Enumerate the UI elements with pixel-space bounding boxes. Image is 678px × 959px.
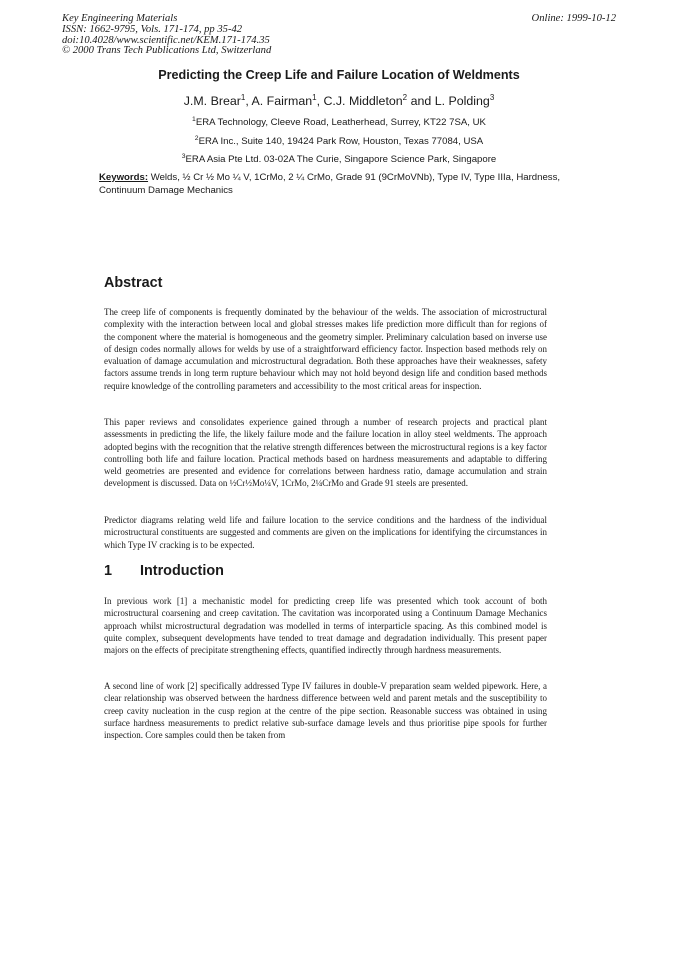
intro-paragraph-1: In previous work [1] a mechanistic model for predicting creep life was presented which took account of both microstructural coarsening and creep cavitation. The cavitation was incorporated using a Continuum Damage Mechanics approach whilst microstructural degradation was modelled in terms of interparticle spacing. As this combined model is quite complex, subsequent developments have tended to treat damage and degradation individually. This present paper majors on the effects of precipitate strengthening effects, quantified indirectly through hardness measurements. (104, 596, 547, 655)
author-name: A. Fairman (251, 94, 313, 109)
copyright-line: © 2000 Trans Tech Publications Ltd, Switzerland (62, 45, 272, 57)
author-and: and (407, 94, 435, 109)
abstract-paragraph-1: The creep life of components is frequently dominated by the behaviour of the welds. The association of microstructural complexity with the interaction between local and global stresses makes life prediction more difficult than for regions of the component where the material is homogeneous and the geometry simpler. Preliminary calculation based on inverse use of design codes normally allows for welds by use of a straightforward efficiency factor. Inspection based methods rely on evaluation of damage accumulation and microstructural degradation. Both these approaches have their weaknesses, safety factors assume trends in long term rupture behaviour which may not hold beyond design life and condition based methods require knowledge of the controlling parameters and accessibility to the most critical areas for inspection. (104, 307, 547, 391)
affiliation-1 (0, 116, 678, 128)
abstract-paragraph-3: Predictor diagrams relating weld life and failure location to the service conditions and the hardness of the individual microstructural constituents are suggested and comments are given on the implications for identifying the circumstances in which Type IV cracking is to be expected. (104, 515, 547, 550)
author-name: J.M. Brear (183, 94, 241, 109)
author-list (0, 93, 678, 108)
abstract-heading: Abstract (104, 275, 163, 291)
paper-title: Predicting the Creep Life and Failure Location of Weldments (158, 68, 520, 82)
section-number: 1 (104, 563, 113, 579)
keywords (99, 171, 577, 197)
author-affiliation-mark: 1 (240, 93, 246, 102)
affiliation-text: ERA Technology, Cleeve Road, Leatherhead, Surrey, KT22 7SA, UK (195, 117, 486, 129)
doi-line: doi:10.4028/www.scientific.net/KEM.171-174.35 (62, 34, 270, 46)
online-date: Online: 1999-10-12 (531, 13, 616, 24)
author-affiliation-mark: 3 (489, 93, 495, 102)
keywords-label: Keywords: (99, 172, 149, 183)
author-separator: , (316, 94, 324, 109)
author-name: C.J. Middleton (323, 94, 403, 109)
author-name: L. Polding (434, 94, 490, 109)
affiliation-number: 2 (194, 135, 199, 142)
affiliation-number: 3 (181, 153, 186, 160)
keywords-text: Welds, ½ Cr ½ Mo ¼ V, 1CrMo, 2 ¼ CrMo, Grade 91 (9CrMoVNb), Type IV, Type IIIa, Hardness, Continuum Damage Mechanics (99, 172, 561, 196)
affiliation-text: ERA Asia Pte Ltd. 03-02A The Curie, Singapore Science Park, Singapore (185, 154, 497, 166)
affiliation-2 (0, 135, 678, 147)
author-affiliation-mark: 1 (312, 93, 317, 102)
journal-name: Key Engineering Materials (62, 13, 178, 24)
introduction-heading (104, 563, 224, 579)
affiliation-number: 1 (192, 116, 196, 123)
section-title: Introduction (140, 563, 224, 579)
affiliation-3 (0, 153, 678, 165)
journal-header (62, 14, 622, 57)
affiliation-text: ERA Inc., Suite 140, 19424 Park Row, Houston, Texas 77084, USA (198, 136, 484, 148)
abstract-paragraph-2: This paper reviews and consolidates experience gained through a number of research projects and practical plant assessments in predicting the life, the likely failure mode and the failure location in alloy steel weldments. The approach adopted begins with the recognition that the relative strength differences between the microstructural regions is a key factor controlling both life and failure location. Practical methods based on hardness measurements and adaptable to differing weld geometries are presented and evidence for correlations between hardness ratio, damage accumulation and strain development is discussed. Data on ½Cr½Mo¼V, 1CrMo, 2¼CrMo and Grade 91 steels are presented. (104, 417, 547, 489)
author-separator: , (245, 94, 252, 109)
intro-paragraph-2: A second line of work [2] specifically addressed Type IV failures in double-V preparation seam welded pipework. Here, a clear relationship was observed between the hardness difference between weld and parent metals and the susceptibility to creep cavity nucleation in the cusp region at the centre of the pipe section. Reasonable success was obtained in using surface hardness measurements to predict relative sub-surface damage levels and thus prioritise pipe spools for further inspection. Core samples could then be taken from (104, 681, 547, 740)
author-affiliation-mark: 2 (402, 93, 408, 102)
issn-line: ISSN: 1662-9795, Vols. 171-174, pp 35-42 (62, 23, 243, 35)
